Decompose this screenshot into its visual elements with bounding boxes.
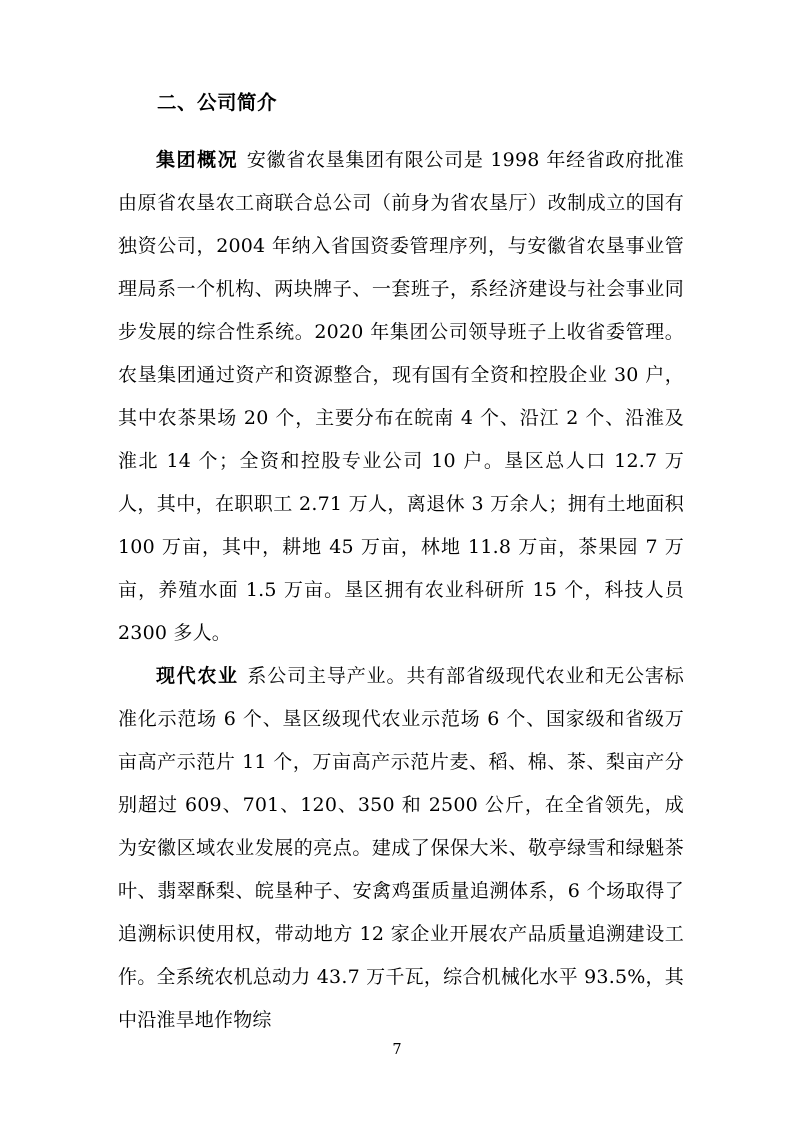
- paragraph-text-modern-agriculture: 系公司主导产业。共有部省级现代农业和无公害标准化示范场 6 个、垦区级现代农业示范场 6 个、国家级和省级万亩高产示范片 11 个，万亩高产示范片麦、稻、棉、茶、梨亩产分别超过 609、701、120、350 和 2500 公斤，在全省领先，成为安徽区域农业发展的亮点。建成了保保大米、敬亭绿雪和绿魁茶叶、翡翠酥梨、皖垦种子、安禽鸡蛋质量追溯体系，6 个场取得了追溯标识使用权，带动地方 12 家企业开展农产品质量追溯建设工作。全系统农机总动力 43.7 万千瓦，综合机械化水平 93.5%，其中沿淮旱地作物综: [118, 665, 684, 1032]
- paragraph-modern-agriculture: [118, 655, 684, 1042]
- page-content: [118, 88, 684, 1042]
- page-number: 7: [392, 1042, 402, 1058]
- paragraph-lead-company-overview: 集团概况: [156, 149, 239, 172]
- paragraph-lead-modern-agriculture: 现代农业: [156, 665, 239, 688]
- paragraph-company-overview: [118, 139, 684, 655]
- paragraph-text-company-overview: 安徽省农垦集团有限公司是 1998 年经省政府批准由原省农垦农工商联合总公司（前身为省农垦厅）改制成立的国有独资公司，2004 年纳入省国资委管理序列，与安徽省农垦事业管理局系一个机构、两块牌子、一套班子，系经济建设与社会事业同步发展的综合性系统。2020 年集团公司领导班子上收省委管理。农垦集团通过资产和资源整合，现有国有全资和控股企业 30 户，其中农茶果场 20 个，主要分布在皖南 4 个、沿江 2 个、沿淮及淮北 14 个；全资和控股专业公司 10 户。垦区总人口 12.7 万人，其中，在职职工 2.71 万人，离退休 3 万余人；拥有土地面积 100 万亩，其中，耕地 45 万亩，林地 11.8 万亩，茶果园 7 万亩，养殖水面 1.5 万亩。垦区拥有农业科研所 15 个，科技人员 2300 多人。: [118, 149, 684, 645]
- section-heading: 二、公司简介: [157, 91, 278, 114]
